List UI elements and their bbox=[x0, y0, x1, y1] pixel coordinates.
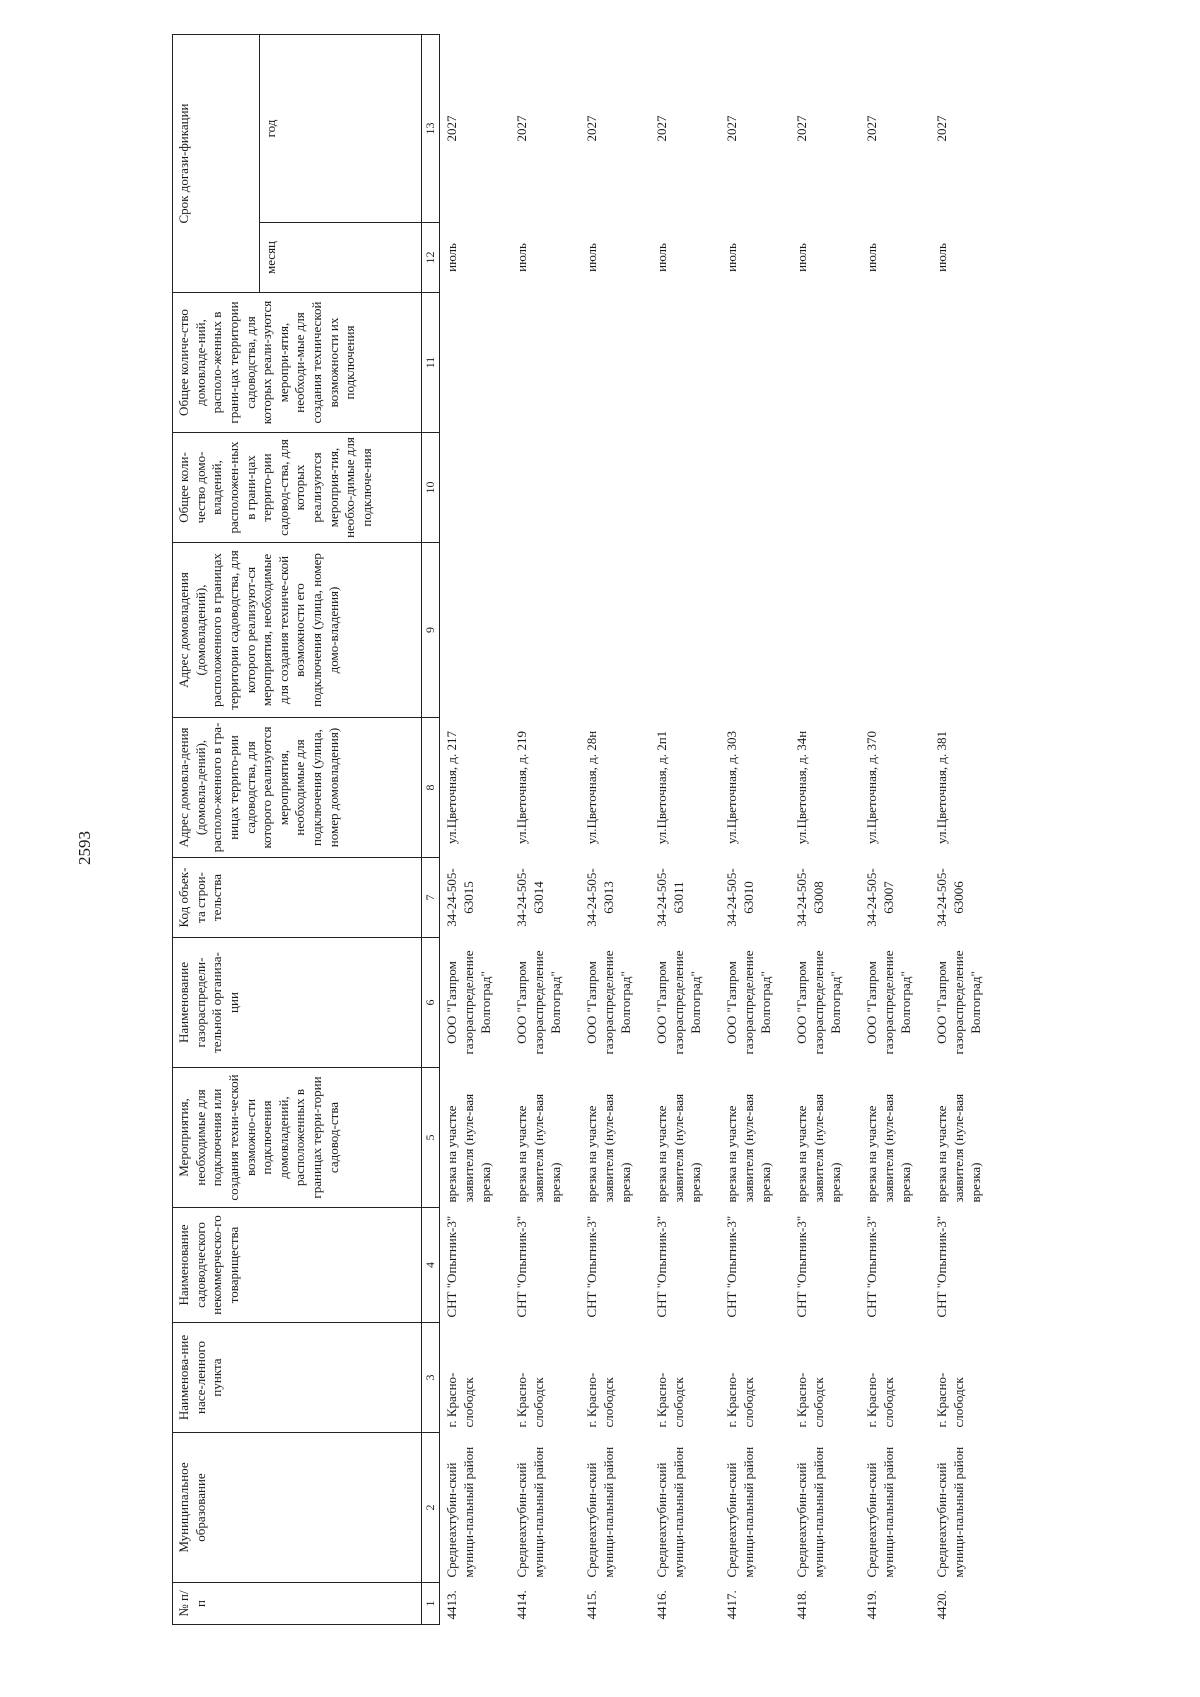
snt-cell: СНТ "Опытник-3" bbox=[724, 1215, 740, 1318]
settlement-cell: г. Красно-слободск bbox=[514, 1372, 546, 1428]
snt-cell: СНТ "Опытник-3" bbox=[654, 1215, 670, 1318]
header-address-capability: Адрес домовладения (домовладений), расположенного в границах территории садоводства, для которого реализуют-ся мероприятия, необходимые для создания техниче-ской возможности его подключения (улица, номер домо-владения) bbox=[173, 543, 422, 718]
header-year: год bbox=[260, 34, 422, 222]
municipality-cell: Среднеахтубин-ский муници-пальный район bbox=[444, 1446, 476, 1578]
gasification-table bbox=[172, 34, 1000, 1625]
object-code-cell: 34-24-505-63006 bbox=[934, 868, 966, 927]
municipality-cell: Среднеахтубин-ский муници-пальный район bbox=[584, 1446, 616, 1578]
snt-cell: СНТ "Опытник-3" bbox=[864, 1215, 880, 1318]
count-capability-cell bbox=[440, 293, 511, 433]
row-number: 4420. bbox=[934, 1590, 950, 1620]
count-capability-cell bbox=[650, 293, 720, 433]
column-number: 12 bbox=[422, 223, 440, 293]
snt-cell: СНТ "Опытник-3" bbox=[934, 1215, 950, 1318]
measure-cell: врезка на участке заявителя (нуле-вая врезка) bbox=[794, 1093, 843, 1203]
address-connection-cell: ул.Цветочная, д. 2п1 bbox=[654, 730, 670, 845]
measure-cell: врезка на участке заявителя (нуле-вая врезка) bbox=[724, 1093, 773, 1203]
month-cell: июль bbox=[864, 243, 880, 272]
municipality-cell: Среднеахтубин-ский муници-пальный район bbox=[724, 1446, 756, 1578]
year-cell: 2027 bbox=[514, 115, 530, 142]
page-number: 2593 bbox=[75, 831, 94, 865]
year-cell: 2027 bbox=[724, 115, 740, 142]
count-connection-cell bbox=[860, 433, 930, 543]
count-connection-cell bbox=[720, 433, 790, 543]
header-address-connection: Адрес домовла-дения (домовла-дений), располо-женного в гра-ницах террито-рии садоводства, для которого реализуются мероприятия, необходимые для подключения (улица, номер домовладения) bbox=[173, 718, 422, 858]
column-number: 6 bbox=[422, 938, 440, 1068]
object-code-cell: 34-24-505-63007 bbox=[864, 868, 896, 927]
municipality-cell: Среднеахтубин-ский муници-пальный район bbox=[934, 1446, 966, 1578]
rotated-table-container bbox=[172, 35, 1052, 1625]
header-count-capability: Общее количе-ство домовладе-ний, располо-женных в грани-цах территории садоводства, для которых реали-зуются меропри-ятия, необходи-мые для создания технической возможности их подключения bbox=[173, 293, 422, 433]
settlement-cell: г. Красно-слободск bbox=[444, 1372, 476, 1428]
settlement-cell: г. Красно-слободск bbox=[654, 1372, 686, 1428]
count-capability-cell bbox=[720, 293, 790, 433]
row-number: 4413. bbox=[444, 1590, 460, 1620]
measure-cell: врезка на участке заявителя (нуле-вая врезка) bbox=[514, 1093, 563, 1203]
count-capability-cell bbox=[510, 293, 580, 433]
month-cell: июль bbox=[724, 243, 740, 272]
gas-org-cell: ООО "Газпром газораспределение Волгоград" bbox=[514, 950, 563, 1055]
header-no: № п/п bbox=[173, 1583, 422, 1625]
header-count-connection: Общее коли-чество домо-владений, расположен-ных в грани-цах террито-рии садовод-ства, для которых реализуются мероприя-тия, необхо-димые для подключе-ния bbox=[173, 433, 422, 543]
column-number: 4 bbox=[422, 1208, 440, 1323]
gas-org-cell: ООО "Газпром газораспределение Волгоград" bbox=[444, 950, 493, 1055]
municipality-cell: Среднеахтубин-ский муници-пальный район bbox=[864, 1446, 896, 1578]
column-number: 9 bbox=[422, 543, 440, 718]
column-number: 7 bbox=[422, 858, 440, 938]
table-body bbox=[440, 34, 1001, 1624]
header-month: месяц bbox=[260, 223, 422, 293]
address-capability-cell bbox=[510, 543, 580, 718]
count-connection-cell bbox=[790, 433, 860, 543]
gas-org-cell: ООО "Газпром газораспределение Волгоград" bbox=[794, 950, 843, 1055]
settlement-cell: г. Красно-слободск bbox=[934, 1372, 966, 1428]
address-capability-cell bbox=[440, 543, 511, 718]
row-number: 4414. bbox=[514, 1590, 530, 1620]
address-connection-cell: ул.Цветочная, д. 370 bbox=[864, 731, 880, 844]
year-cell: 2027 bbox=[584, 115, 600, 142]
gas-org-cell: ООО "Газпром газораспределение Волгоград" bbox=[724, 950, 773, 1055]
month-cell: июль bbox=[654, 243, 670, 272]
object-code-cell: 34-24-505-63015 bbox=[444, 868, 476, 927]
gas-org-cell: ООО "Газпром газораспределение Волгоград" bbox=[654, 950, 703, 1055]
settlement-cell: г. Красно-слободск bbox=[864, 1372, 896, 1428]
gas-org-cell: ООО "Газпром газораспределение Волгоград" bbox=[864, 950, 913, 1055]
row-number: 4418. bbox=[794, 1590, 810, 1620]
measure-cell: врезка на участке заявителя (нуле-вая врезка) bbox=[444, 1093, 493, 1203]
table-row bbox=[860, 34, 930, 1624]
measure-cell: врезка на участке заявителя (нуле-вая врезка) bbox=[934, 1093, 983, 1203]
snt-cell: СНТ "Опытник-3" bbox=[584, 1215, 600, 1318]
address-connection-cell: ул.Цветочная, д. 381 bbox=[934, 731, 950, 844]
row-number: 4417. bbox=[724, 1590, 740, 1620]
column-number: 11 bbox=[422, 293, 440, 433]
table-row bbox=[510, 34, 580, 1624]
year-cell: 2027 bbox=[794, 115, 810, 142]
column-number-row bbox=[422, 34, 440, 1624]
settlement-cell: г. Красно-слободск bbox=[724, 1372, 756, 1428]
header-settlement: Наименова-ние насе-ленного пункта bbox=[173, 1323, 422, 1433]
header-gas-org: Наименование газораспредели-тельной организа-ции bbox=[173, 938, 422, 1068]
table-row bbox=[720, 34, 790, 1624]
header-municipality: Муниципальное образование bbox=[173, 1433, 422, 1583]
month-cell: июль bbox=[444, 243, 460, 272]
header-measures: Мероприятия, необходимые для подключения или создания техни-ческой возможно-сти подключения домовладений, расположенных в границах терри-тории садовод-ства bbox=[173, 1068, 422, 1208]
measure-cell: врезка на участке заявителя (нуле-вая врезка) bbox=[864, 1093, 913, 1203]
count-connection-cell bbox=[580, 433, 650, 543]
row-number: 4419. bbox=[864, 1590, 880, 1620]
month-cell: июль bbox=[794, 243, 810, 272]
address-capability-cell bbox=[650, 543, 720, 718]
header-deadline: Срок догази-фикации bbox=[173, 34, 260, 292]
year-cell: 2027 bbox=[444, 115, 460, 142]
address-connection-cell: ул.Цветочная, д. 303 bbox=[724, 731, 740, 844]
municipality-cell: Среднеахтубин-ский муници-пальный район bbox=[514, 1446, 546, 1578]
table-row bbox=[440, 34, 511, 1624]
header-object-code: Код объек-та строи-тельства bbox=[173, 858, 422, 938]
object-code-cell: 34-24-505-63013 bbox=[584, 868, 616, 927]
row-number: 4415. bbox=[584, 1590, 600, 1620]
column-number: 5 bbox=[422, 1068, 440, 1208]
measure-cell: врезка на участке заявителя (нуле-вая врезка) bbox=[584, 1093, 633, 1203]
object-code-cell: 34-24-505-63008 bbox=[794, 868, 826, 927]
address-capability-cell bbox=[720, 543, 790, 718]
object-code-cell: 34-24-505-63014 bbox=[514, 868, 546, 927]
header-row bbox=[173, 34, 260, 1624]
column-number: 1 bbox=[422, 1583, 440, 1625]
year-cell: 2027 bbox=[654, 115, 670, 142]
count-capability-cell bbox=[790, 293, 860, 433]
count-connection-cell bbox=[930, 433, 1000, 543]
snt-cell: СНТ "Опытник-3" bbox=[444, 1215, 460, 1318]
year-cell: 2027 bbox=[934, 115, 950, 142]
address-capability-cell bbox=[790, 543, 860, 718]
address-capability-cell bbox=[860, 543, 930, 718]
column-number: 3 bbox=[422, 1323, 440, 1433]
count-capability-cell bbox=[860, 293, 930, 433]
gas-org-cell: ООО "Газпром газораспределение Волгоград" bbox=[934, 950, 983, 1055]
column-number: 2 bbox=[422, 1433, 440, 1583]
count-connection-cell bbox=[650, 433, 720, 543]
month-cell: июль bbox=[934, 243, 950, 272]
snt-cell: СНТ "Опытник-3" bbox=[514, 1215, 530, 1318]
address-connection-cell: ул.Цветочная, д. 34н bbox=[794, 730, 810, 845]
address-capability-cell bbox=[580, 543, 650, 718]
settlement-cell: г. Красно-слободск bbox=[794, 1372, 826, 1428]
table-row bbox=[580, 34, 650, 1624]
municipality-cell: Среднеахтубин-ский муници-пальный район bbox=[654, 1446, 686, 1578]
count-capability-cell bbox=[580, 293, 650, 433]
object-code-cell: 34-24-505-63011 bbox=[654, 868, 686, 927]
address-connection-cell: ул.Цветочная, д. 219 bbox=[514, 731, 530, 844]
column-number: 10 bbox=[422, 433, 440, 543]
month-cell: июль bbox=[584, 243, 600, 272]
column-number: 13 bbox=[422, 34, 440, 222]
header-snt: Наименование садоводческого некоммерческо-го товарищества bbox=[173, 1208, 422, 1323]
count-capability-cell bbox=[930, 293, 1000, 433]
snt-cell: СНТ "Опытник-3" bbox=[794, 1215, 810, 1318]
address-connection-cell: ул.Цветочная, д. 28н bbox=[584, 730, 600, 845]
month-cell: июль bbox=[514, 243, 530, 272]
table-row bbox=[650, 34, 720, 1624]
count-connection-cell bbox=[510, 433, 580, 543]
address-connection-cell: ул.Цветочная, д. 217 bbox=[444, 731, 460, 844]
object-code-cell: 34-24-505-63010 bbox=[724, 868, 756, 927]
municipality-cell: Среднеахтубин-ский муници-пальный район bbox=[794, 1446, 826, 1578]
table-row bbox=[930, 34, 1000, 1624]
table-row bbox=[790, 34, 860, 1624]
year-cell: 2027 bbox=[864, 115, 880, 142]
gas-org-cell: ООО "Газпром газораспределение Волгоград" bbox=[584, 950, 633, 1055]
row-number: 4416. bbox=[654, 1590, 670, 1620]
settlement-cell: г. Красно-слободск bbox=[584, 1372, 616, 1428]
column-number: 8 bbox=[422, 718, 440, 858]
address-capability-cell bbox=[930, 543, 1000, 718]
measure-cell: врезка на участке заявителя (нуле-вая врезка) bbox=[654, 1093, 703, 1203]
count-connection-cell bbox=[440, 433, 511, 543]
